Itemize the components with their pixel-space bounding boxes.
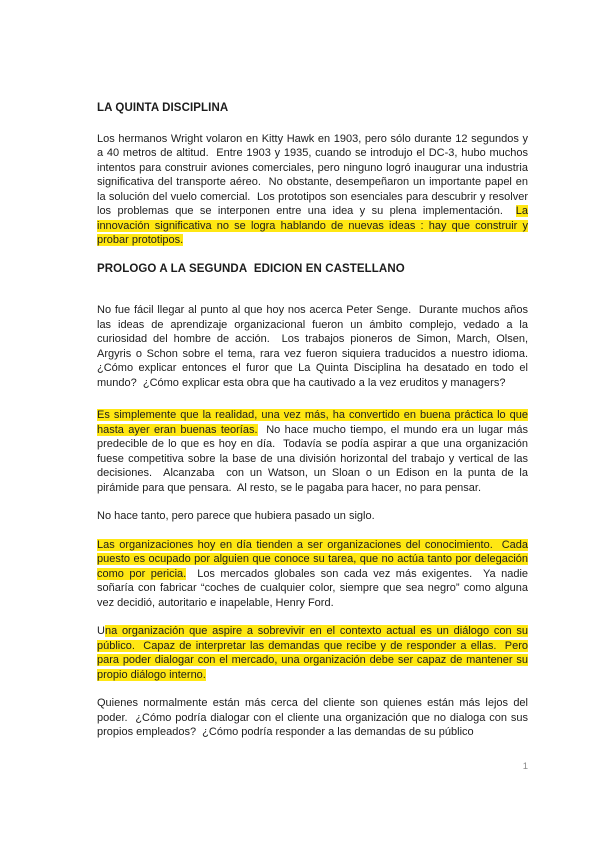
- text-run: Quienes normalmente están más cerca del cliente son quienes están más lejos del poder. ¿Cómo podría dialogar con el cliente una organización que no dialoga con sus propios empleados? ¿Cómo podría responder a las demandas de su público: [97, 697, 528, 738]
- text-run: No hace tanto, pero parece que hubiera pasado un siglo.: [97, 510, 375, 522]
- document-title: [97, 101, 528, 116]
- paragraph-organizaciones-conocimiento: [97, 538, 528, 611]
- paragraph-cliente: [97, 696, 528, 740]
- highlighted-text: Las organizaciones hoy en día tienden a ser organizaciones del conocimiento. Cada puesto es ocupado por alguien que conoce su tarea, que no actúa tanto por delegación como por pericia.: [97, 538, 528, 580]
- text-run: PROLOGO A LA SEGUNDA EDICION EN CASTELLANO: [97, 262, 405, 275]
- text-run: No hace mucho tiempo, el mundo era un lugar más predecible de lo que es hoy en día. Todavía se podía aspirar a que una organización fuese competitiva sobre la base de una división horizontal del trabajo y vertical de las decisiones. Alcanzaba con un Watson, un Sloan o un Edison en la punta de la pirámide para que pensara. Al resto, se le pagaba para hacer, no para pensar.: [97, 423, 528, 494]
- document-body: [97, 101, 528, 754]
- highlighted-text: La innovación significativa no se logra hablando de nuevas ideas : hay que construir y probar prototipos.: [97, 205, 528, 246]
- text-run: No fue fácil llegar al punto al que hoy nos acerca Peter Senge. Durante muchos años las ideas de aprendizaje organizacional fueron un ámbito complejo, vedado a la curiosidad del hombre de acción. Los trabajos pioneros de Simon, March, Olsen, Argyris o Schon sobre el tema, rara vez fueron siquiera traducidos a nuestro idioma. ¿Cómo explicar entonces el furor que La Quinta Disciplina ha desatado en todo el mundo? ¿Cómo explicar esta obra que ha cautivado a la vez eruditos y managers?: [97, 304, 528, 389]
- paragraph-realidad: [97, 408, 528, 495]
- text-run: Los hermanos Wright volaron en Kitty Hawk en 1903, pero sólo durante 12 segundos y a 40 metros de altitud. Entre 1903 y 1935, cuando se introdujo el DC-3, hubo muchos intentos para construir aviones comerciales, pero ninguno logró inaugurar una industria significativa del transporte aéreo. No obstante, desempeñaron un importante papel en la solución del vuelo comercial. Los prototipos son esenciales para descubrir y resolver los problemas que se interponen entre una idea y su plena implementación.: [97, 132, 528, 217]
- paragraph-siglo: [97, 509, 528, 524]
- footer: [97, 756, 528, 774]
- paragraph-wright-brothers: [97, 132, 528, 248]
- text-run: Los mercados globales son cada vez más exigentes. Ya nadie soñaría con fabricar “coches de cualquier color, siempre que sea negro” como alguna vez decidió, autoritario e inapelable, Henry Ford.: [97, 567, 529, 609]
- page-number: 1: [522, 761, 528, 772]
- paragraph-dialogo: [97, 624, 528, 682]
- paragraph-peter-senge: [97, 303, 528, 390]
- section-heading-prologo: [97, 262, 528, 277]
- text-run: U: [97, 625, 105, 637]
- highlighted-text: na organización que aspire a sobrevivir en el contexto actual es un diálogo con su público. Capaz de interpretar las demandas que recibe y de responder a ellas. Pero para poder dialogar con el mercado, una organización debe ser capaz de mantener su propio diálogo interno.: [97, 625, 528, 681]
- text-run: LA QUINTA DISCIPLINA: [97, 102, 229, 114]
- highlighted-text: Es simplemente que la realidad, una vez más, ha convertido en buena práctica lo que hasta ayer eran buenas teorías.: [97, 409, 528, 436]
